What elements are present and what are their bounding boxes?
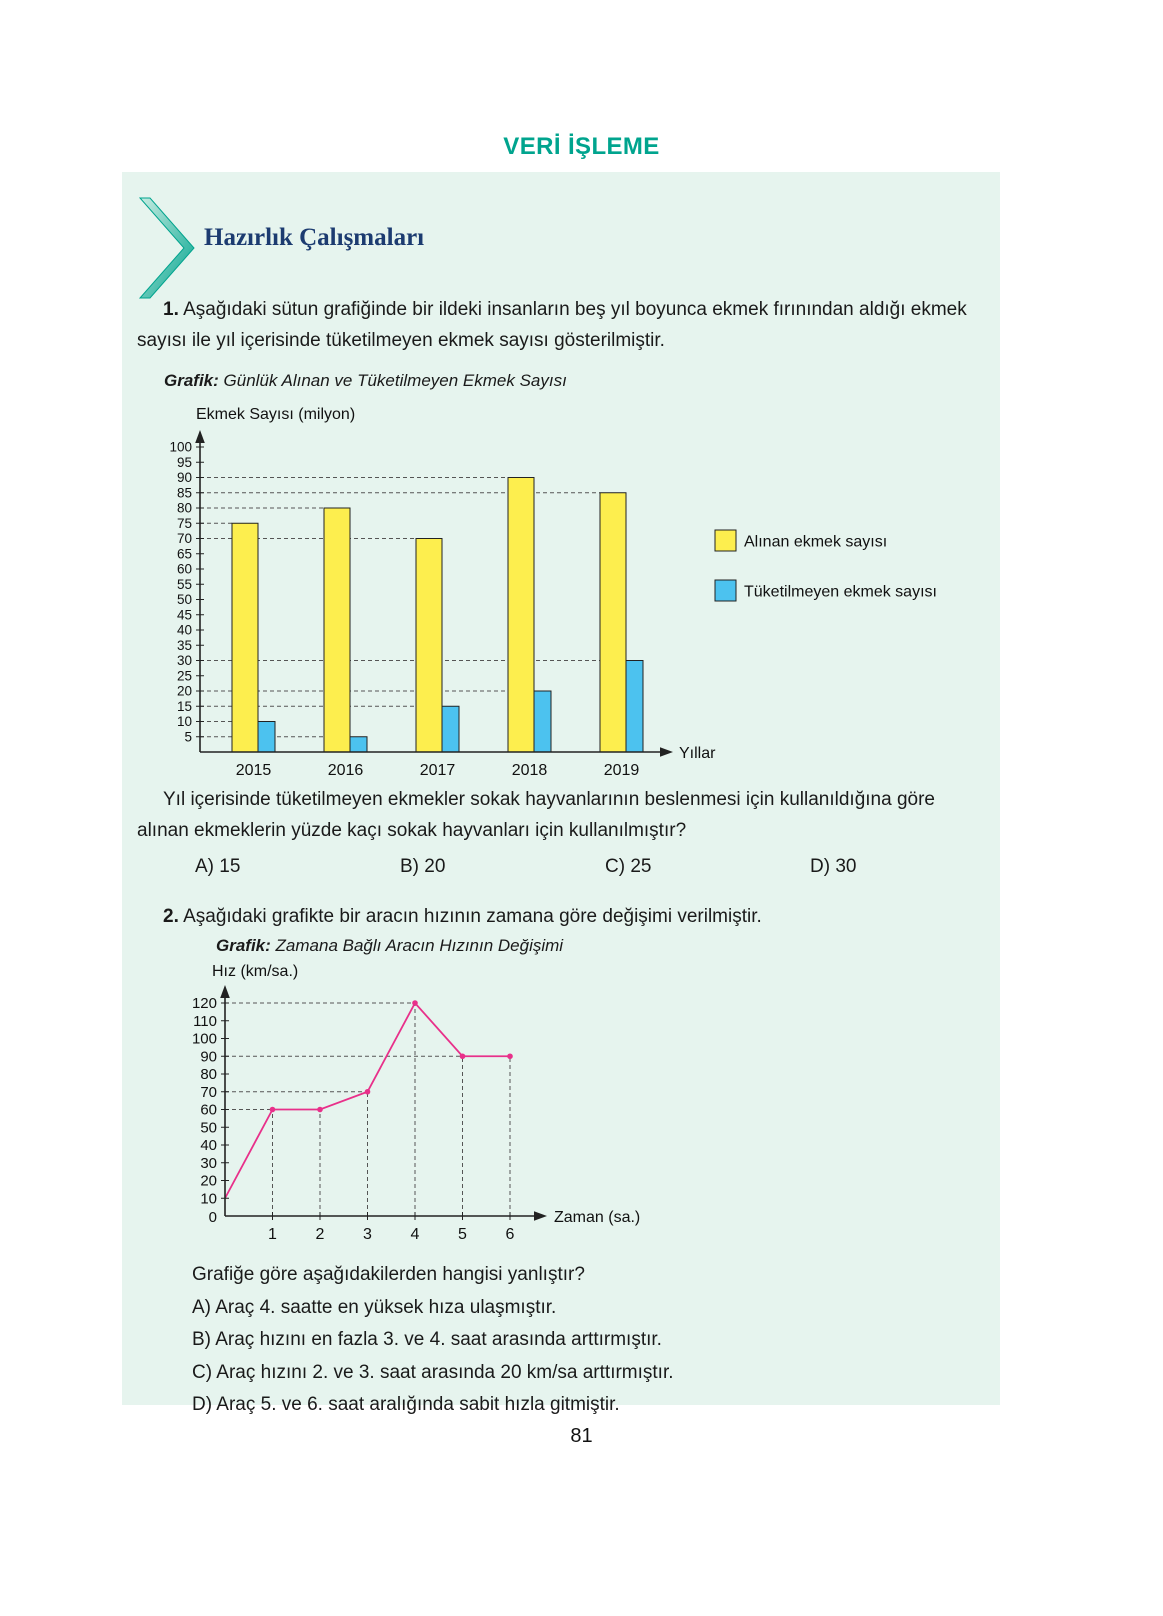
svg-text:2016: 2016 bbox=[327, 762, 364, 779]
grafik-label: Grafik: bbox=[164, 371, 219, 390]
svg-text:120: 120 bbox=[191, 995, 217, 1012]
svg-text:25: 25 bbox=[176, 668, 192, 684]
svg-text:2017: 2017 bbox=[419, 762, 456, 779]
svg-text:65: 65 bbox=[176, 546, 192, 562]
gridlines bbox=[225, 1003, 510, 1216]
svg-text:15: 15 bbox=[176, 698, 192, 714]
svg-text:95: 95 bbox=[176, 454, 192, 470]
data-point bbox=[412, 1000, 418, 1006]
question-2-option-d: D) Araç 5. ve 6. saat aralığında sabit hızla gitmiştir. bbox=[192, 1394, 620, 1416]
svg-text:30: 30 bbox=[176, 653, 192, 668]
svg-text:4: 4 bbox=[410, 1226, 420, 1243]
svg-text:40: 40 bbox=[176, 622, 192, 638]
svg-text:70: 70 bbox=[200, 1083, 217, 1101]
x-axis-arrow-icon bbox=[534, 1211, 547, 1221]
svg-text:55: 55 bbox=[176, 576, 192, 592]
question-1-option-a: A) 15 bbox=[195, 856, 241, 877]
svg-text:110: 110 bbox=[193, 1012, 217, 1030]
bar bbox=[416, 539, 442, 753]
x-axis-arrow-icon bbox=[660, 747, 673, 757]
svg-text:20: 20 bbox=[200, 1172, 217, 1190]
bar-chart bbox=[152, 394, 1002, 794]
page-title: VERİ İŞLEME bbox=[503, 133, 660, 160]
svg-text:90: 90 bbox=[200, 1048, 217, 1066]
grafik-label-2: Grafik: bbox=[216, 936, 271, 955]
data-point bbox=[317, 1107, 323, 1113]
bar bbox=[534, 691, 551, 752]
bar bbox=[350, 737, 367, 752]
question-2-option-a: A) Araç 4. saatte en yüksek hıza ulaşmıştır. bbox=[192, 1296, 557, 1318]
x-axis-label: Yıllar bbox=[679, 745, 716, 762]
legend-swatch bbox=[715, 580, 736, 601]
legend-label: Tüketilmeyen ekmek sayısı bbox=[744, 583, 937, 601]
svg-text:85: 85 bbox=[176, 485, 192, 501]
svg-text:2019: 2019 bbox=[603, 762, 640, 779]
svg-text:75: 75 bbox=[176, 515, 192, 531]
question-2-question: Grafiğe göre aşağıdakilerden hangisi yanlıştır? bbox=[192, 1264, 585, 1285]
bar bbox=[600, 493, 626, 752]
bar-chart-title bbox=[164, 371, 567, 391]
question-2-intro-text: Aşağıdaki grafikte bir aracın hızının zamana göre değişimi verilmiştir. bbox=[183, 906, 762, 927]
svg-text:40: 40 bbox=[200, 1137, 217, 1154]
line-chart-title-text: Zamana Bağlı Aracın Hızının Değişimi bbox=[275, 936, 564, 955]
question-1-question: Yıl içerisinde tüketilmeyen ekmekler sokak hayvanlarının beslenmesi için kullanıldığına göre alınan ekmeklerin yüzde kaçı sokak hayvanları için kullanılmıştır? bbox=[137, 789, 935, 841]
line-chart-title bbox=[216, 936, 563, 956]
y-axis-label: Ekmek Sayısı (milyon) bbox=[196, 406, 356, 423]
svg-text:50: 50 bbox=[200, 1119, 217, 1137]
svg-text:60: 60 bbox=[200, 1101, 217, 1119]
gridlines bbox=[200, 478, 626, 737]
svg-text:30: 30 bbox=[200, 1154, 217, 1172]
x-axis-label: Zaman (sa.) bbox=[554, 1209, 641, 1226]
question-1-number: 1. bbox=[163, 299, 179, 320]
bar bbox=[508, 478, 534, 753]
svg-text:80: 80 bbox=[176, 500, 192, 516]
svg-text:60: 60 bbox=[176, 561, 192, 577]
svg-text:3: 3 bbox=[363, 1226, 372, 1243]
question-2-block bbox=[192, 1259, 674, 1422]
y-axis-label: Hız (km/sa.) bbox=[212, 963, 299, 980]
question-1-option-b: B) 20 bbox=[400, 856, 446, 877]
svg-text:20: 20 bbox=[176, 683, 192, 699]
svg-text:2015: 2015 bbox=[235, 762, 272, 779]
legend-label: Alınan ekmek sayısı bbox=[744, 533, 888, 551]
y-axis-arrow-icon bbox=[220, 985, 230, 998]
svg-text:10: 10 bbox=[176, 714, 192, 729]
bar bbox=[258, 722, 275, 753]
question-1-option-d: D) 30 bbox=[810, 856, 857, 877]
svg-text:2018: 2018 bbox=[511, 762, 548, 779]
svg-text:0: 0 bbox=[208, 1209, 217, 1226]
line-chart bbox=[182, 960, 742, 1260]
bar bbox=[232, 523, 258, 752]
bar bbox=[324, 508, 350, 752]
bar bbox=[442, 706, 459, 752]
chevron-decoration-icon bbox=[136, 196, 198, 300]
svg-text:90: 90 bbox=[176, 470, 192, 485]
y-axis-arrow-icon bbox=[195, 430, 205, 443]
svg-text:100: 100 bbox=[191, 1030, 217, 1048]
svg-text:10: 10 bbox=[200, 1190, 217, 1208]
question-1-options bbox=[195, 856, 1015, 878]
data-point bbox=[507, 1053, 513, 1059]
bars bbox=[232, 478, 643, 753]
svg-text:80: 80 bbox=[200, 1066, 217, 1083]
svg-text:100: 100 bbox=[169, 439, 192, 455]
svg-text:6: 6 bbox=[505, 1226, 515, 1243]
data-point bbox=[365, 1089, 371, 1095]
question-2-intro bbox=[137, 901, 975, 932]
question-2-option-b: B) Araç hızını en fazla 3. ve 4. saat arasında arttırmıştır. bbox=[192, 1329, 662, 1351]
bar bbox=[626, 661, 643, 753]
legend-swatch bbox=[715, 530, 736, 551]
section-heading: Hazırlık Çalışmaları bbox=[204, 224, 425, 251]
question-2-option-c: C) Araç hızını 2. ve 3. saat arasında 20 km/sa arttırmıştır. bbox=[192, 1361, 674, 1383]
content-panel bbox=[122, 172, 1000, 1416]
question-1-option-c: C) 25 bbox=[605, 856, 652, 877]
data-point bbox=[460, 1053, 466, 1059]
data-point bbox=[270, 1107, 276, 1113]
svg-text:1: 1 bbox=[268, 1226, 277, 1243]
svg-text:50: 50 bbox=[176, 592, 192, 607]
question-2-number: 2. bbox=[163, 906, 179, 927]
page-number: 81 bbox=[570, 1425, 593, 1447]
question-1-intro bbox=[137, 294, 975, 356]
question-1-intro-text: Aşağıdaki sütun grafiğinde bir ildeki insanların beş yıl boyunca ekmek fırınından aldığı ekmek sayısı ile yıl içerisinde tüketilmeyen ekmek sayısı gösterilmiştir. bbox=[137, 299, 967, 351]
svg-text:5: 5 bbox=[458, 1226, 467, 1243]
bar-chart-title-text: Günlük Alınan ve Tüketilmeyen Ekmek Sayısı bbox=[223, 371, 567, 390]
svg-text:70: 70 bbox=[176, 531, 192, 546]
svg-text:2: 2 bbox=[315, 1226, 325, 1243]
svg-text:45: 45 bbox=[176, 607, 192, 623]
svg-text:5: 5 bbox=[184, 729, 192, 745]
svg-text:35: 35 bbox=[176, 637, 192, 653]
